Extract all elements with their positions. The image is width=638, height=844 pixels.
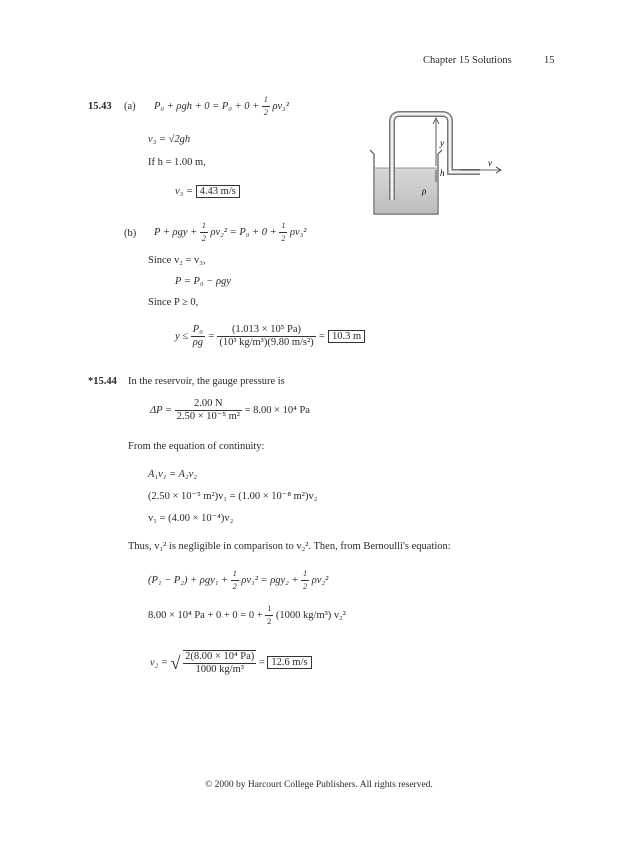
fig-label-rho: ρ [422, 186, 427, 196]
v2-result-line: v₂ = √ $\frac{\text{2(8.00 × 10⁴ Pa)}}{\text{1000 kg/m³}}$ = 12.6 m/s [150, 650, 312, 676]
fig-label-y: y [440, 138, 444, 148]
copyright-footer: © 2000 by Harcourt College Publishers. All rights reserved. [205, 780, 433, 790]
siphon-figure [360, 110, 510, 220]
v1-relation: v₁ = (4.00 × 10⁻⁴)v₂ [148, 513, 234, 524]
continuity-equation: A₁v₁ = A₂v₂ [148, 469, 197, 480]
given-height: If h = 1.00 m, [148, 157, 206, 168]
sqrt-sign: √ [170, 653, 181, 673]
bernoulli-substituted: 8.00 × 10⁴ Pa + 0 + 0 = 0 + $\frac{1}{2}$ (1000 kg/m³) v₂² [148, 604, 346, 626]
bernoulli-equation-a: P₀ + ρgh + 0 = P₀ + 0 + $\frac{1}{2}$ ρv₃² [154, 95, 289, 117]
y-inequality: y ≤ $\frac{\text{P₀}}{\rho g}$ = $\frac{\text{(1.013 × 10⁵ Pa)}}{\text{(10³ kg/m³)(9.80 m/s²)}}$ = 10.3 m [175, 324, 365, 349]
problem-text: In the reservoir, the gauge pressure is [128, 376, 285, 387]
since-statement: Since v₂ = v₃, [148, 255, 206, 266]
chapter-header: Chapter 15 Solutions [423, 55, 512, 66]
bernoulli-equation-c: (P₁ − P₂) + ρgy₁ + $\frac{1}{2}$ ρv₁² = ρgy₂ + $\frac{1}{2}$ ρv₂² [148, 569, 329, 591]
problem-text: Thus, v₁² is negligible in comparison to v₂². Then, from Bernoulli's equation: [128, 541, 451, 552]
continuity-intro: From the equation of continuity: [128, 441, 265, 452]
v3-answer-box: 4.43 m/s [196, 185, 240, 198]
page-number: 15 [544, 55, 555, 66]
fig-label-h: h [440, 168, 445, 178]
v2-answer-box: 12.6 m/s [267, 656, 311, 669]
v3-result-line: v₃ = 4.43 m/s [175, 185, 240, 199]
part-label: (a) [124, 101, 136, 112]
fig-label-v: v [488, 158, 492, 168]
part-label: (b) [124, 228, 137, 239]
continuity-values: (2.50 × 10⁻⁵ m²)v₁ = (1.00 × 10⁻⁸ m²)v₂ [148, 491, 318, 502]
velocity-equation: v₃ = √2gh [148, 134, 191, 145]
since-statement: Since P ≥ 0, [148, 297, 199, 308]
pressure-equation: P = P₀ − ρgy [175, 276, 231, 287]
bernoulli-equation-b: P + ρgy + $\frac{1}{2}$ ρv₂² = P₀ + 0 + $\frac{1}{2}$ ρv₃² [154, 221, 307, 243]
gauge-pressure-equation: ΔP = $\frac{2.00 N}{\text{2.50 × 10⁻⁵ m²}}$ = 8.00 × 10⁴ Pa [150, 398, 310, 422]
problem-number: 15.43 [88, 101, 112, 112]
problem-number: *15.44 [88, 376, 117, 387]
y-answer-box: 10.3 m [328, 330, 365, 343]
